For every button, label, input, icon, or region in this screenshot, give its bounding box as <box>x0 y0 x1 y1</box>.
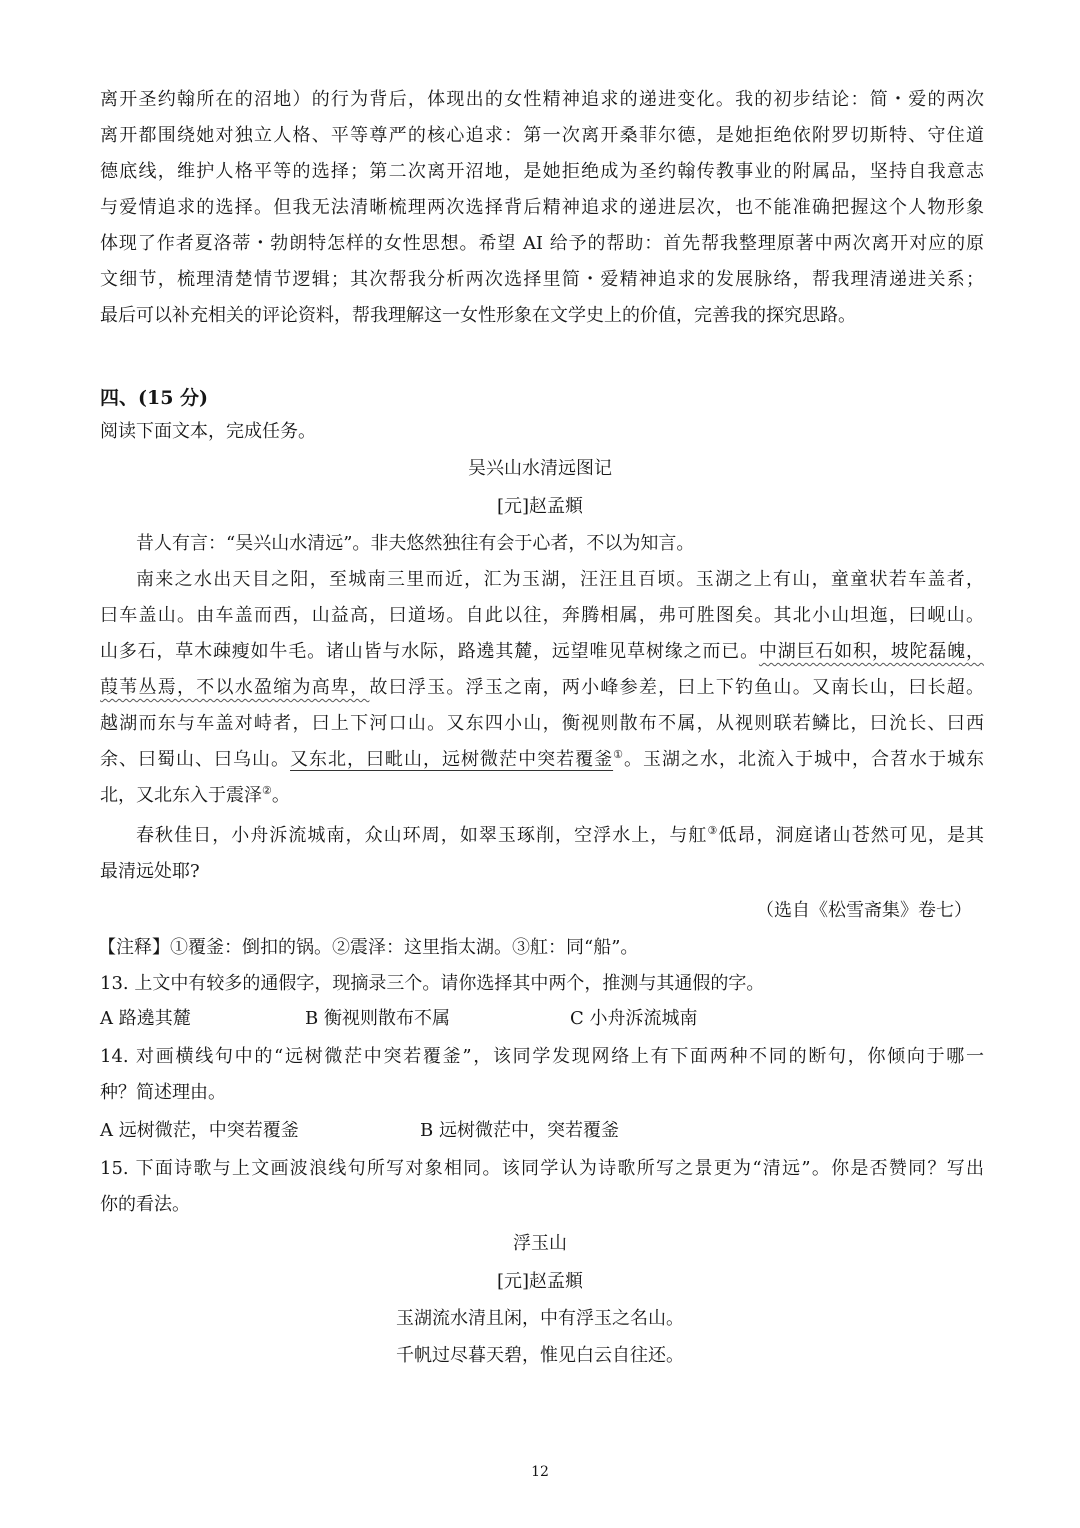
essay-title: 吴兴山水清远图记 <box>468 458 612 479</box>
question-14-options <box>100 1113 984 1149</box>
question-13-stem: 13. 上文中有较多的通假字，现摘录三个。请你选择其中两个，推测与其通假的字。 <box>100 973 765 994</box>
text-line: 文细节，梳理清楚情节逻辑；其次帮我分析两次选择里简・爱精神追求的发展脉络，帮我理清递进关系； <box>100 269 984 290</box>
question-13-options <box>100 1001 984 1037</box>
essay-paragraph-1 <box>100 526 984 562</box>
option-b: B 远树微茫中，突若覆釜 <box>420 1120 619 1141</box>
note-marker: ② <box>262 784 272 797</box>
text-line: 与爱情追求的选择。但我无法清晰梳理两次选择背后精神追求的递进层次，也不能准确把握这个人物形象 <box>100 197 984 218</box>
text-segment: 余、曰蜀山、曰乌山。 <box>100 749 291 770</box>
text-segment: 低昂，洞庭诸山苍然可见，是其 <box>718 825 985 846</box>
text-line: 最清远处耶? <box>100 861 200 882</box>
question-14-stem <box>100 1039 984 1111</box>
text-segment: 故曰浮玉。浮玉之南，两小峰参差，曰上下钓鱼山。又南长山，曰长超。 <box>369 677 984 698</box>
text-line: 最后可以补充相关的评论资料，帮我理解这一女性形象在文学史上的价值，完善我的探究思路。 <box>100 305 856 326</box>
essay-paragraph-3 <box>100 818 984 890</box>
option-c: C 小舟泝流城南 <box>570 1008 698 1029</box>
option-a: A 路遶其麓 <box>100 1008 191 1029</box>
text-line <box>100 778 984 814</box>
option-a: A 远树微茫，中突若覆釜 <box>100 1120 299 1141</box>
poem-author: [元]赵孟頫 <box>496 1271 584 1292</box>
text-line: 15. 下面诗歌与上文画波浪线句所写对象相同。该同学认为诗歌所写之景更为“清远”。你是否赞同？写出 <box>100 1158 984 1179</box>
straight-underlined-text: 又东北，曰毗山，远树微茫中突若覆釜 <box>290 749 614 770</box>
option-b: B 衡视则散布不属 <box>305 1008 450 1029</box>
text-line <box>100 634 984 670</box>
text-line: 14. 对画横线句中的“远树微茫中突若覆釜”，该同学发现网络上有下面两种不同的断句，你倾向于哪一 <box>100 1046 984 1067</box>
text-line: 德底线，维护人格平等的选择；第二次离开沼地，是她拒绝成为圣约翰传教事业的附属品，坚持自我意志 <box>100 161 984 182</box>
text-line: 体现了作者夏洛蒂・勃朗特怎样的女性思想。希望 AI 给予的帮助：首先帮我整理原著中两次离开对应的原 <box>100 233 984 254</box>
wavy-underlined-text: 中湖巨石如积，坡陀磊魄， <box>758 641 985 662</box>
section-instruction: 阅读下面文本，完成任务。 <box>100 421 316 442</box>
essay-paragraph-2 <box>100 562 984 814</box>
page-number: 12 <box>531 1464 549 1480</box>
text-line: 曰车盖山。由车盖而西，山益高，曰道场。自此以往，奔腾相属，弗可胜图矣。其北小山坦迤，曰岘山。 <box>100 605 984 626</box>
text-line: 南来之水出天目之阳，至城南三里而近，汇为玉湖，汪汪且百顷。玉湖之上有山，童童状若车盖者， <box>136 569 984 590</box>
question-15-stem <box>100 1151 984 1223</box>
text-segment: 。玉湖之水，北流入于城中，合苕水于城东 <box>623 749 985 770</box>
section-heading: 四、(15 分) <box>100 387 209 409</box>
poem-line: 玉湖流水清且闲，中有浮玉之名山。 <box>396 1308 684 1329</box>
note-marker: ③ <box>707 824 719 837</box>
wavy-underlined-text: 葭苇丛焉，不以水盈缩为高卑， <box>100 677 370 698</box>
text-line <box>100 670 984 706</box>
text-line: 你的看法。 <box>100 1194 190 1215</box>
text-segment: 北，又北东入于震泽 <box>100 785 262 806</box>
text-line: 昔人有言：“吴兴山水清远”。非夫悠然独往有会于心者，不以为知言。 <box>136 533 695 554</box>
note-marker: ① <box>613 748 624 761</box>
text-line: 离开都围绕她对独立人格、平等尊严的核心追求：第一次离开桑菲尔德，是她拒绝依附罗切斯特、守住道 <box>100 125 984 146</box>
text-segment: 。 <box>271 785 290 806</box>
essay-author: [元]赵孟頫 <box>496 496 584 517</box>
annotation-notes: 【注释】①覆釜：倒扣的锅。②震泽：这里指太湖。③舡：同“船”。 <box>98 937 639 958</box>
poem-title: 浮玉山 <box>513 1233 567 1254</box>
intro-paragraph <box>100 82 984 334</box>
text-line: 越湖而东与车盖对峙者，曰上下河口山。又东四小山，衡视则散布不属，从视则联若鳞比，曰沇长、曰西 <box>100 713 984 734</box>
text-line: 种？简述理由。 <box>100 1082 226 1103</box>
text-line: 离开圣约翰所在的沼地）的行为背后，体现出的女性精神追求的递进变化。我的初步结论：简・爱的两次 <box>100 89 984 110</box>
text-segment: 春秋佳日，小舟泝流城南，众山环周，如翠玉琢削，空浮水上，与舡 <box>136 825 708 846</box>
text-line <box>100 742 984 778</box>
text-segment: 山多石，草木疎瘦如牛毛。诸山皆与水际，路遶其麓，远望唯见草树缘之而已。 <box>100 641 759 662</box>
poem-line: 千帆过尽暮天碧，惟见白云自往还。 <box>396 1345 684 1366</box>
essay-source: （选自《松雪斋集》卷七） <box>756 900 972 921</box>
text-line <box>100 818 984 854</box>
